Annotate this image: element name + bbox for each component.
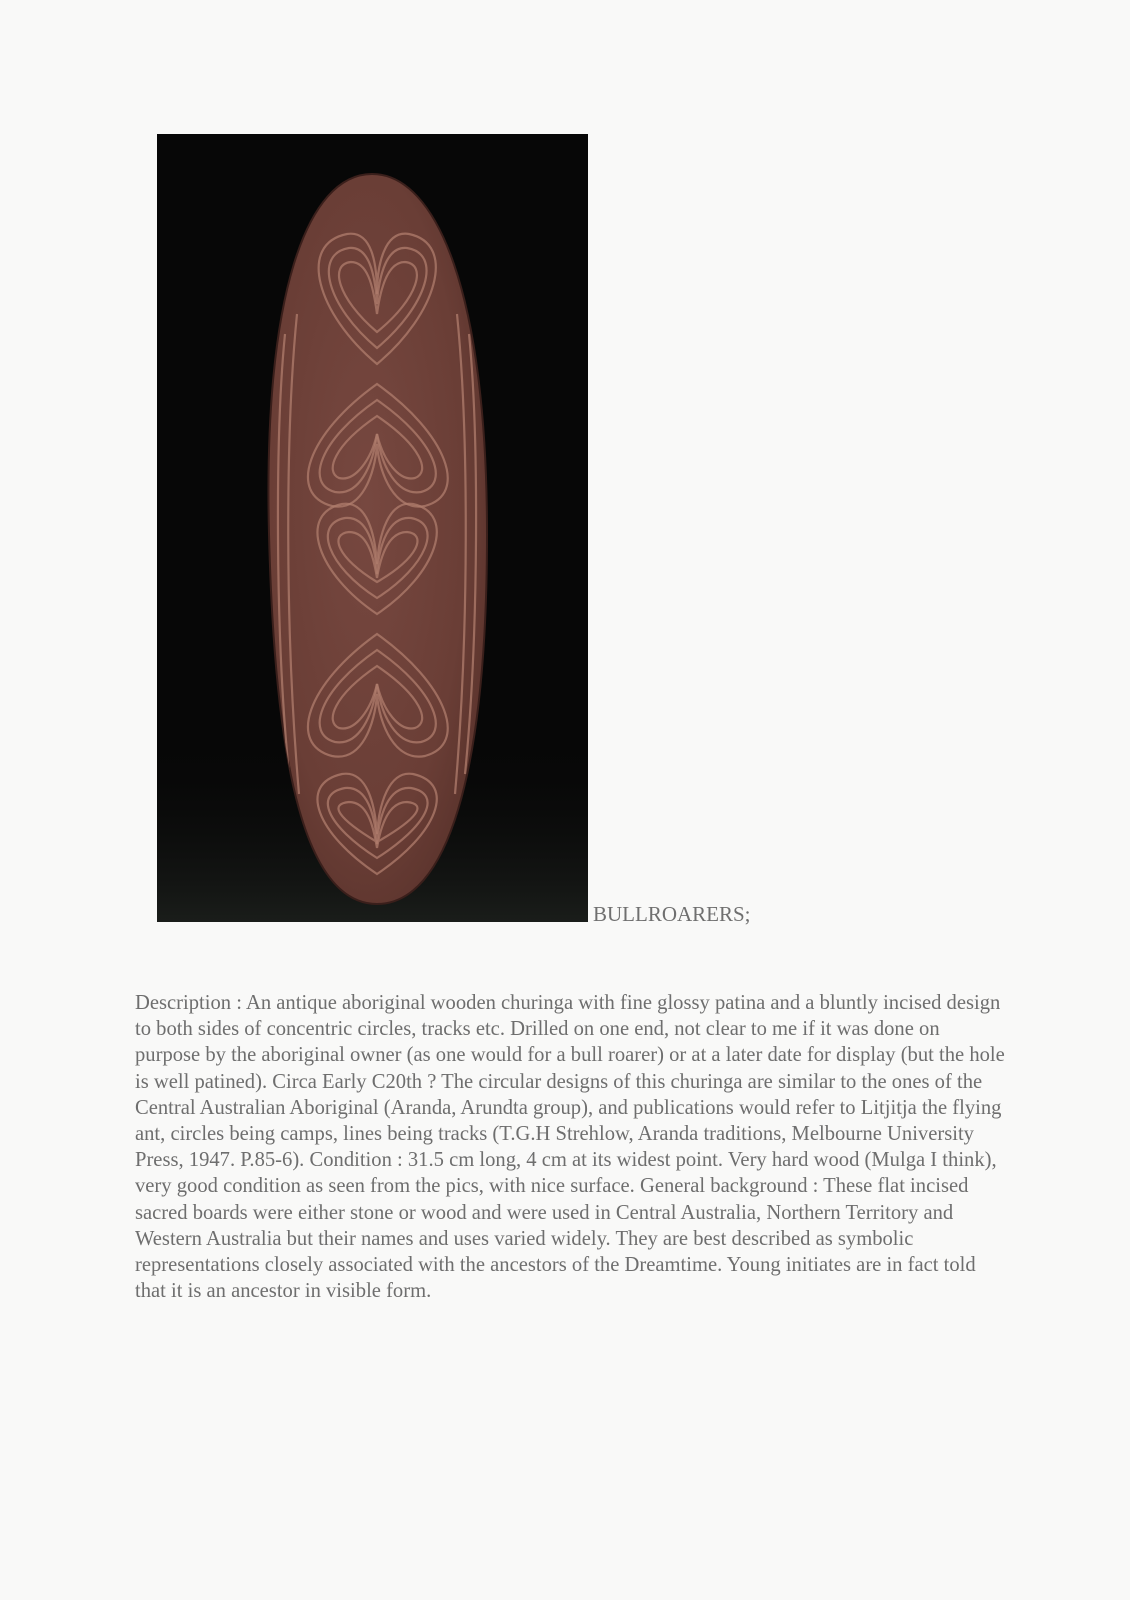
description-paragraph: Description : An antique aboriginal wooden churinga with fine glossy patina and a bluntly incised design to both sides of concentric circles, tracks etc. Drilled on one end, not clear to me if it was done on purpose by the aboriginal owner (as one would for a bull roarer) or at a later date for display (but the hole is well patined). Circa Early C20th ? The circular designs of this churinga are similar to the ones of the Central Australian Aboriginal (Aranda, Arundta group), and publications would refer to Litjitja the flying ant, circles being camps, lines being tracks (T.G.H Strehlow, Aranda traditions, Melbourne University Press, 1947. P.85-6). Condition : 31.5 cm long, 4 cm at its widest point. Very hard wood (Mulga I think), very good condition as seen from the pics, with nice surface. General background : These flat incised sacred boards were either stone or wood and were used in Central Australia, Northern Territory and Western Australia but their names and uses varied widely. They are best described as symbolic representations closely associated with the ancestors of the Dreamtime. Young initiates are in fact told that it is an ancestor in visible form. bbox=[135, 992, 1005, 1303]
churinga-photo bbox=[157, 134, 588, 922]
churinga-illustration bbox=[157, 134, 588, 922]
figure-caption: BULLROARERS; bbox=[593, 902, 751, 926]
